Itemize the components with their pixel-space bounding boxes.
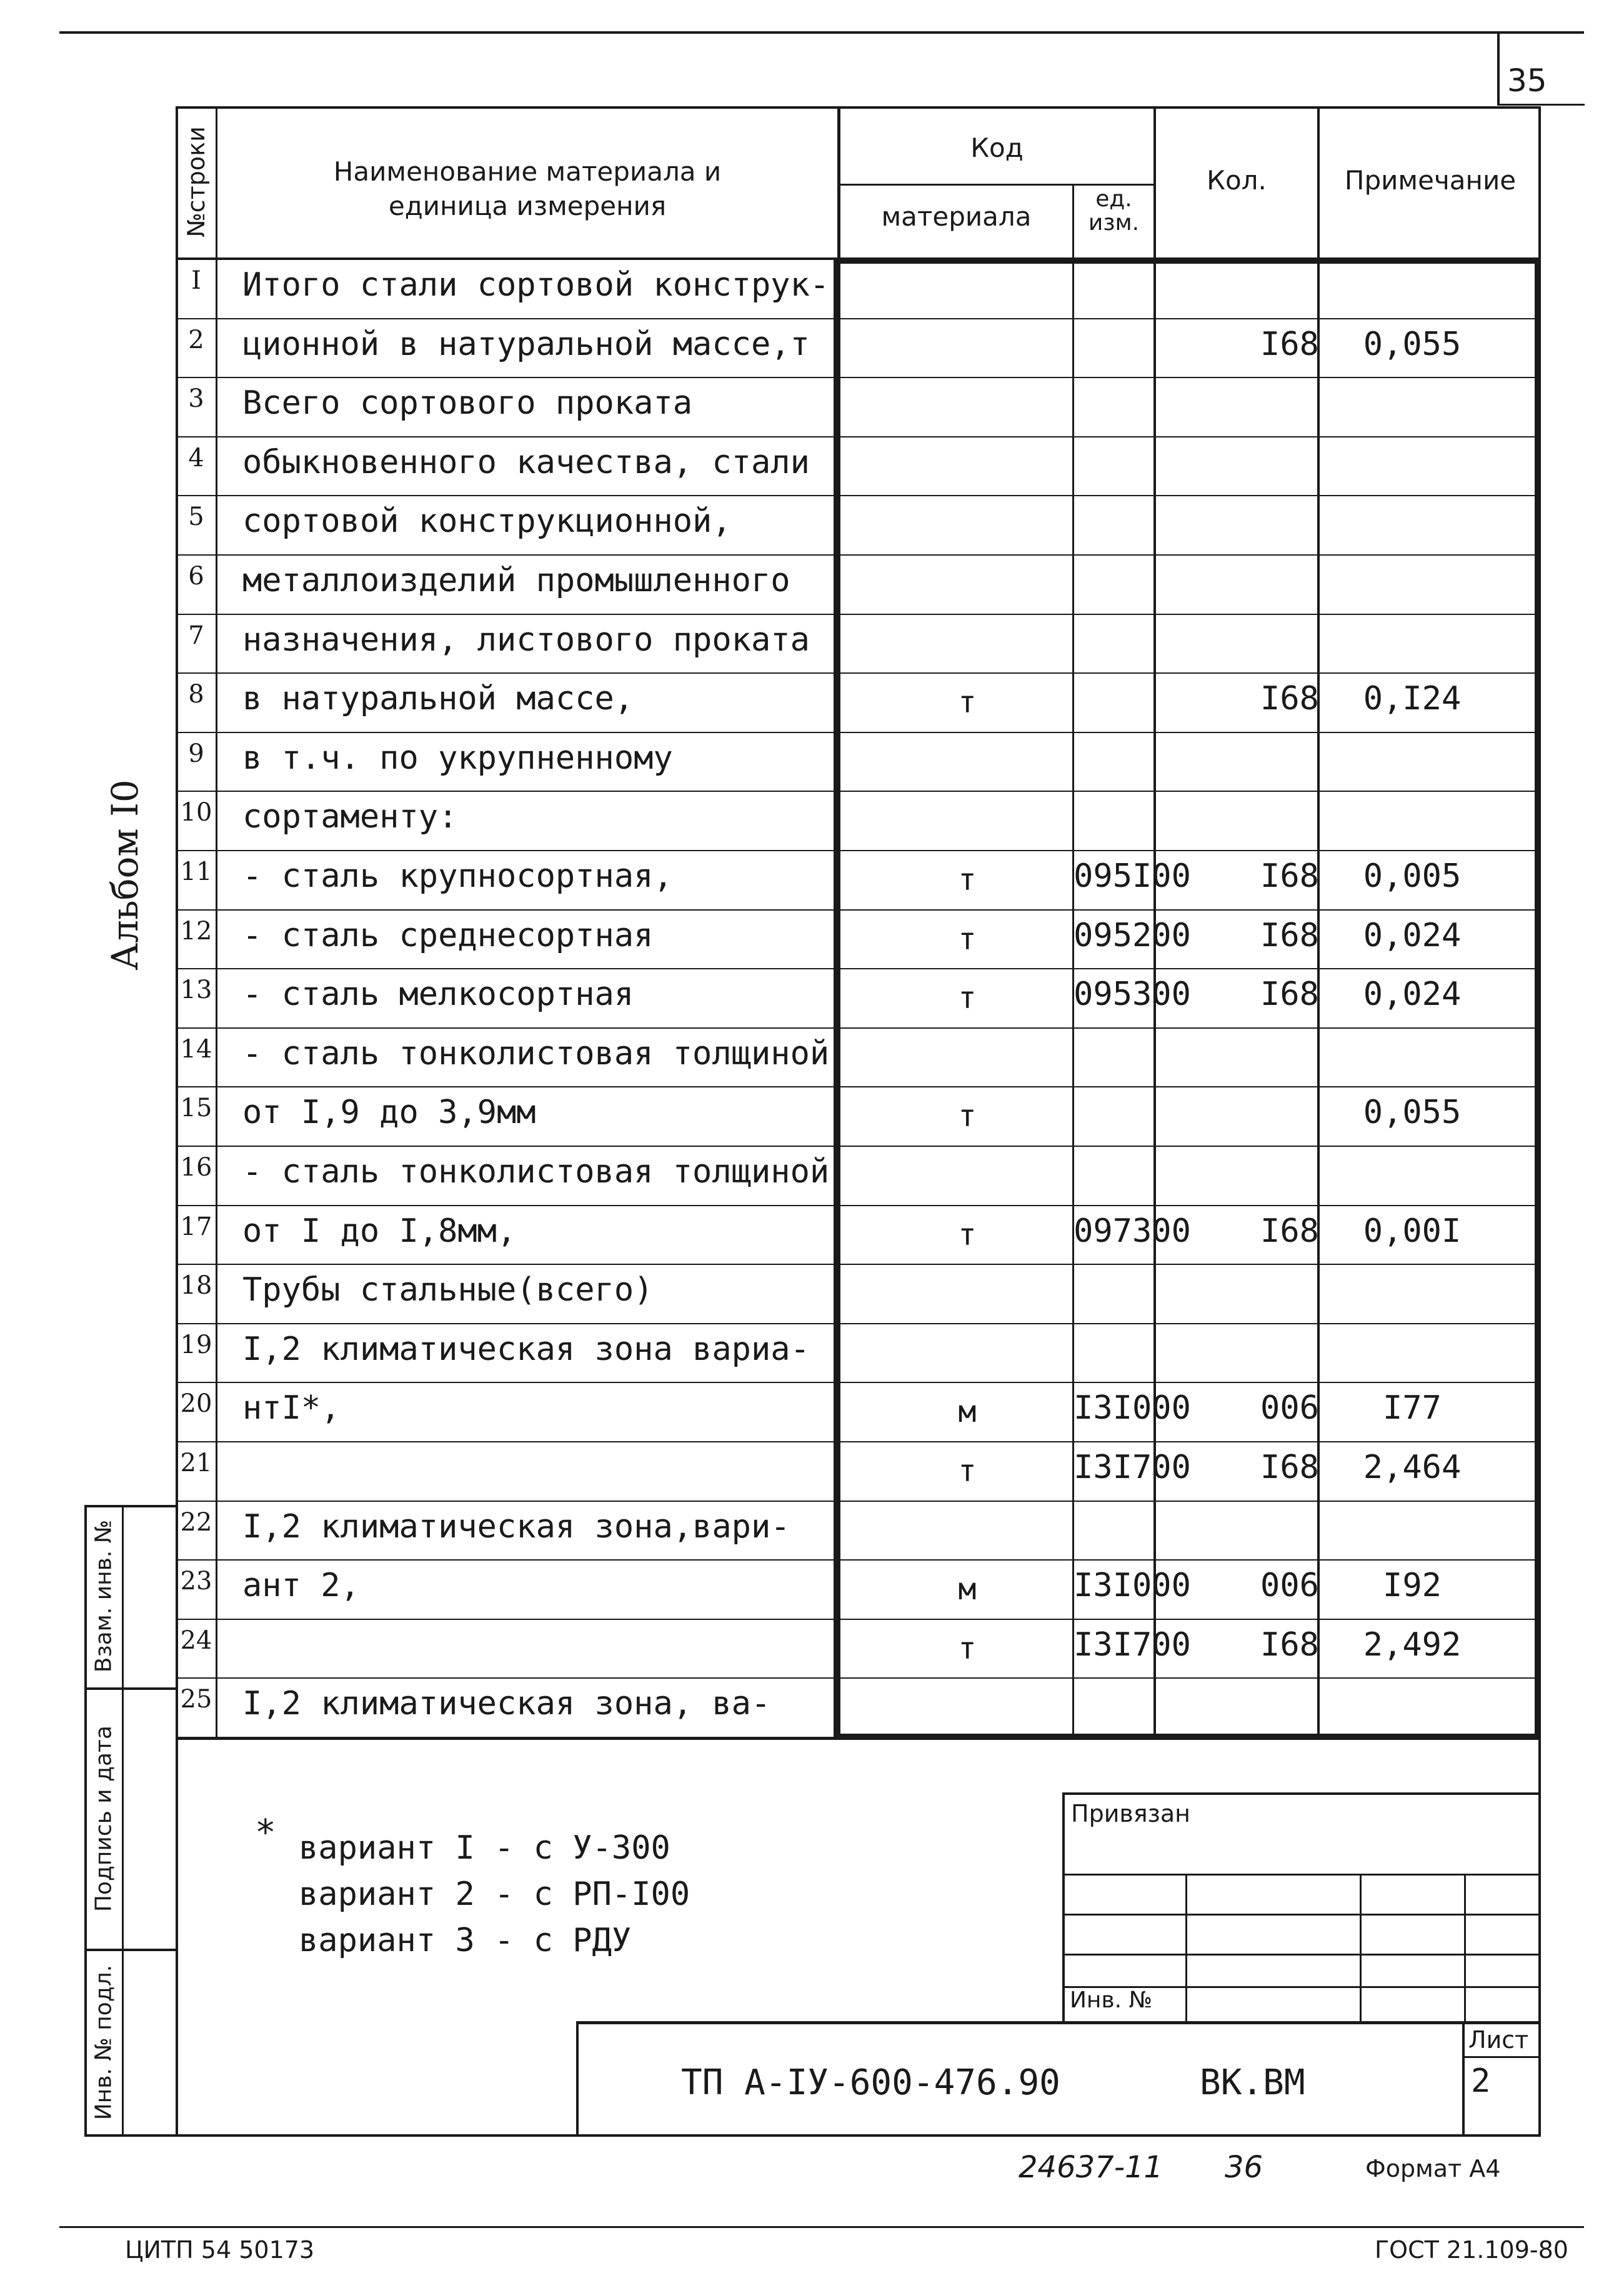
material-header: материала bbox=[881, 201, 1032, 232]
row-name: - сталь мелкосортная bbox=[242, 976, 634, 1014]
row-quantity: 0,I24 bbox=[1363, 680, 1462, 718]
row-quantity: 2,464 bbox=[1363, 1449, 1462, 1486]
format-label: Формат А4 bbox=[1365, 2155, 1501, 2182]
name-header bbox=[217, 155, 837, 223]
side-stamp-rule-1 bbox=[84, 1687, 178, 1690]
stamp-col-2 bbox=[1360, 1874, 1362, 2021]
row-name: сортовой конструкционной, bbox=[242, 502, 732, 541]
row-unit: т bbox=[958, 921, 977, 957]
row-name: Итого стали сортовой конструк- bbox=[242, 266, 830, 304]
row-unit: т bbox=[958, 1631, 977, 1666]
row-name: Трубы стальные(всего) bbox=[242, 1271, 654, 1309]
table-row bbox=[177, 1561, 1541, 1620]
row-material-code: I3I700 bbox=[1074, 1449, 1191, 1486]
row-name: нтI*, bbox=[242, 1389, 341, 1427]
row-name: от I до I,8мм, bbox=[242, 1212, 517, 1250]
row-name: I,2 климатическая зона,вари- bbox=[242, 1507, 790, 1546]
table-row bbox=[177, 733, 1541, 792]
row-name: - сталь тонколистовая толщиной bbox=[242, 1153, 830, 1191]
row-material-code: 095200 bbox=[1074, 916, 1191, 954]
row-number: 23 bbox=[180, 1567, 212, 1596]
name-header-line2: единица измерения bbox=[388, 190, 667, 221]
table-row bbox=[177, 1620, 1541, 1679]
row-unit: т bbox=[958, 685, 977, 721]
bottom-right-gost: ГОСТ 21.109-80 bbox=[1375, 2236, 1568, 2264]
table-row bbox=[177, 969, 1541, 1029]
qty-header: Кол. bbox=[1207, 165, 1267, 196]
bottom-rule bbox=[59, 2226, 1584, 2228]
row-material-code: I3I700 bbox=[1074, 1626, 1191, 1664]
stamp-col-1 bbox=[1185, 1874, 1187, 2021]
row-unit-code: 006 bbox=[1260, 1389, 1319, 1427]
row-name: Всего сортового проката bbox=[242, 384, 693, 422]
side-stamp-rule-2 bbox=[84, 1949, 178, 1951]
table-bottom-rule bbox=[177, 1737, 1541, 1740]
unit-code-header-line1: ед. bbox=[1095, 186, 1132, 212]
footnote bbox=[299, 1825, 690, 1964]
row-number: 20 bbox=[180, 1389, 212, 1419]
table-row bbox=[177, 1502, 1541, 1561]
row-name: - сталь среднесортная bbox=[242, 916, 654, 954]
table-row bbox=[177, 911, 1541, 970]
row-number: 14 bbox=[180, 1034, 212, 1064]
row-material-code: 097300 bbox=[1074, 1212, 1191, 1250]
top-rule bbox=[59, 31, 1584, 34]
row-unit: т bbox=[958, 1217, 977, 1252]
footnote-line2: вариант 2 - с РП-I00 bbox=[299, 1876, 690, 1913]
table-row bbox=[177, 1442, 1541, 1502]
table-row bbox=[177, 1324, 1541, 1384]
handwritten-number: 24637-11 bbox=[1019, 2150, 1163, 2185]
row-unit-code: I68 bbox=[1260, 857, 1319, 895]
table-row bbox=[177, 615, 1541, 674]
row-unit: м bbox=[958, 1394, 977, 1430]
row-number: 15 bbox=[180, 1094, 212, 1123]
row-number: 22 bbox=[180, 1507, 212, 1537]
code-header: Код bbox=[970, 132, 1024, 163]
row-unit: м bbox=[958, 1572, 977, 1607]
row-quantity: 0,055 bbox=[1363, 1094, 1462, 1132]
row-name: I,2 климатическая зона вариа- bbox=[242, 1330, 810, 1368]
unit-code-header-line2: изм. bbox=[1088, 209, 1140, 236]
row-name: ант 2, bbox=[242, 1567, 360, 1605]
table-row bbox=[177, 260, 1541, 319]
row-unit: т bbox=[958, 981, 977, 1016]
bottom-left-code: ЦИТП 54 50173 bbox=[125, 2236, 315, 2264]
table-row bbox=[177, 1087, 1541, 1147]
row-name: I,2 климатическая зона, ва- bbox=[242, 1685, 771, 1723]
stamp-rule-2 bbox=[1062, 1914, 1541, 1916]
table-row bbox=[177, 1147, 1541, 1206]
table-row bbox=[177, 1029, 1541, 1088]
row-number: 18 bbox=[180, 1271, 212, 1301]
table-row bbox=[177, 851, 1541, 911]
row-number: 12 bbox=[180, 916, 212, 946]
row-unit-code: I68 bbox=[1260, 1626, 1319, 1664]
row-number: 4 bbox=[188, 443, 204, 472]
row-name: ционной в натуральной массе,т bbox=[242, 325, 810, 363]
table-row bbox=[177, 496, 1541, 556]
row-number: 24 bbox=[180, 1626, 212, 1655]
row-number: 7 bbox=[188, 621, 204, 650]
stamp-rule-3 bbox=[1062, 1954, 1541, 1956]
row-quantity: 0,005 bbox=[1363, 857, 1462, 895]
sheet-box-divider bbox=[1462, 2021, 1465, 2137]
sheet-box-rule bbox=[1462, 2056, 1541, 2058]
footnote-line1: вариант I - с У-300 bbox=[299, 1829, 670, 1867]
row-unit-code: I68 bbox=[1260, 1449, 1319, 1486]
note-header: Примечание bbox=[1344, 165, 1517, 196]
vzam-label: Взам. инв. № bbox=[91, 1519, 117, 1673]
row-number: 2 bbox=[188, 325, 204, 354]
footnote-star: * bbox=[255, 1812, 276, 1853]
row-number: 13 bbox=[180, 976, 212, 1005]
row-name: - сталь тонколистовая толщиной bbox=[242, 1034, 830, 1072]
row-number: 8 bbox=[188, 680, 204, 709]
row-quantity: 2,492 bbox=[1363, 1626, 1462, 1664]
inv-no-label: Инв. № bbox=[1070, 1987, 1153, 2013]
row-name: назначения, листового проката bbox=[242, 621, 810, 659]
handwritten-page: 36 bbox=[1225, 2150, 1263, 2185]
album-label: Альбом I0 bbox=[104, 779, 146, 971]
row-number: 9 bbox=[188, 739, 204, 768]
row-material-code: I3I000 bbox=[1074, 1567, 1191, 1605]
unit-code-header bbox=[1074, 187, 1153, 235]
page-number-underline bbox=[1497, 104, 1585, 106]
row-quantity: 0,055 bbox=[1363, 325, 1462, 363]
table-row bbox=[177, 792, 1541, 851]
row-name: - сталь крупносортная, bbox=[242, 857, 673, 895]
row-number: 19 bbox=[180, 1330, 212, 1359]
row-unit-code: 006 bbox=[1260, 1567, 1319, 1605]
inv-podl-label: Инв. № подл. bbox=[91, 1964, 117, 2121]
row-number: 3 bbox=[188, 384, 204, 414]
table-row bbox=[177, 1679, 1541, 1738]
row-no-header: №строки bbox=[182, 126, 210, 237]
row-number: 21 bbox=[180, 1449, 212, 1477]
table-row bbox=[177, 1206, 1541, 1266]
row-name: в т.ч. по укрупненному bbox=[242, 739, 673, 777]
table-row bbox=[177, 437, 1541, 497]
sheet-label: Лист bbox=[1468, 2026, 1529, 2054]
row-unit-code: I68 bbox=[1260, 916, 1319, 954]
doc-number: ТП А-IУ-600-476.90 bbox=[681, 2062, 1060, 2103]
page-number: 35 bbox=[1507, 62, 1547, 99]
table-row bbox=[177, 1265, 1541, 1324]
row-material-code: I3I000 bbox=[1074, 1389, 1191, 1427]
row-quantity: 0,00I bbox=[1363, 1212, 1462, 1250]
code-subheader-rule bbox=[837, 184, 1155, 186]
sheet-value: 2 bbox=[1471, 2062, 1491, 2100]
row-number: 6 bbox=[188, 562, 204, 591]
row-name: сортаменту: bbox=[242, 798, 458, 836]
row-quantity: I92 bbox=[1383, 1567, 1442, 1605]
row-number: 5 bbox=[188, 502, 204, 532]
table-row bbox=[177, 674, 1541, 733]
row-unit: т bbox=[958, 1454, 977, 1489]
page-number-separator bbox=[1497, 31, 1500, 105]
stamp-rule-1 bbox=[1062, 1874, 1541, 1876]
row-unit: т bbox=[958, 862, 977, 897]
row-unit-code: I68 bbox=[1260, 976, 1319, 1014]
row-name: металлоизделий промышленного bbox=[242, 562, 790, 599]
footnote-line3: вариант 3 - с РДУ bbox=[299, 1922, 632, 1959]
table-row bbox=[177, 1383, 1541, 1442]
doc-code: ВК.ВМ bbox=[1200, 2062, 1305, 2103]
privyazan-label: Привязан bbox=[1071, 1800, 1190, 1827]
row-name: в натуральной массе, bbox=[242, 680, 634, 718]
row-number: 16 bbox=[180, 1153, 212, 1182]
row-quantity: 0,024 bbox=[1363, 976, 1462, 1014]
table-row bbox=[177, 378, 1541, 437]
podpis-label: Подпись и дата bbox=[91, 1725, 117, 1912]
row-quantity: I77 bbox=[1383, 1389, 1442, 1427]
row-unit: т bbox=[958, 1099, 977, 1134]
name-header-line1: Наименование материала и bbox=[333, 156, 722, 187]
row-material-code: 095300 bbox=[1074, 976, 1191, 1014]
table-row bbox=[177, 556, 1541, 615]
side-stamp-divider bbox=[122, 1505, 124, 2137]
row-quantity: 0,024 bbox=[1363, 916, 1462, 954]
row-material-code: 095I00 bbox=[1074, 857, 1191, 895]
row-name: обыкновенного качества, стали bbox=[242, 443, 810, 481]
row-number: 10 bbox=[180, 798, 212, 827]
row-number: 25 bbox=[180, 1685, 212, 1714]
row-unit-code: I68 bbox=[1260, 680, 1319, 718]
row-unit-code: I68 bbox=[1260, 1212, 1319, 1250]
table-row bbox=[177, 319, 1541, 379]
stamp-col-3 bbox=[1464, 1874, 1466, 2021]
row-number: 17 bbox=[180, 1212, 212, 1241]
row-number: I bbox=[191, 266, 201, 295]
row-unit-code: I68 bbox=[1260, 325, 1319, 363]
row-number: 11 bbox=[180, 857, 212, 886]
row-name: от I,9 до 3,9мм bbox=[242, 1094, 536, 1132]
